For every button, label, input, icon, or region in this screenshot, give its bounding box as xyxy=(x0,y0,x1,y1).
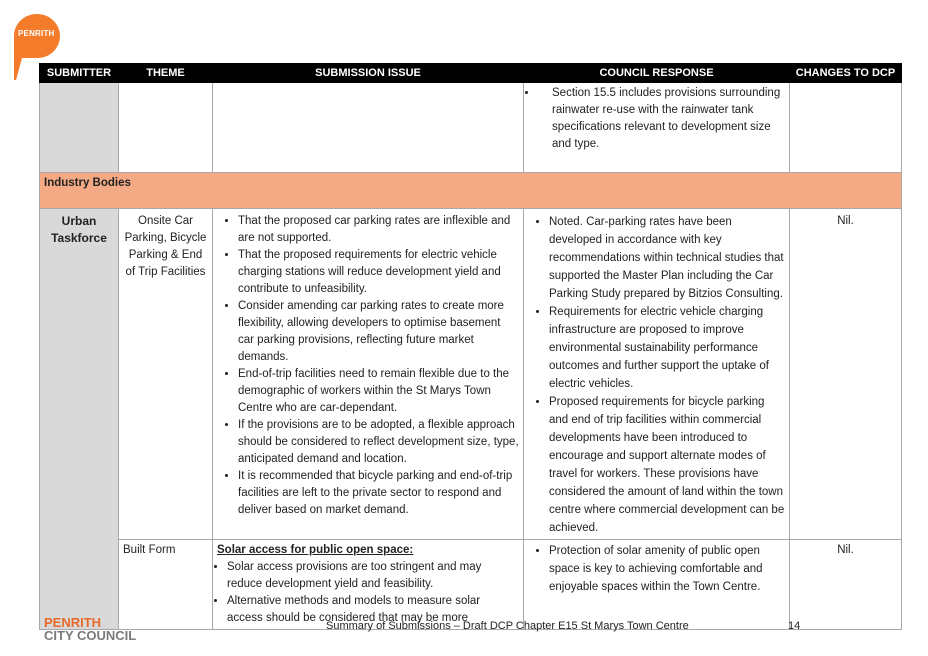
logo-text: PENRITH xyxy=(18,29,55,38)
issue-cell xyxy=(213,83,524,173)
response-list xyxy=(528,85,785,153)
response-cell xyxy=(524,540,790,630)
table-row xyxy=(40,83,902,173)
list-item: • Consider amending car parking rates to create more flexibility, allowing developers to optimise basement car parking provisions, reflecting future market demands. xyxy=(238,298,519,366)
list-item: • Proposed requirements for bicycle parking and end of trip facilities within commercial developments have been introduced to encourage and support alternate modes of travel for workers. These provisions have considered the amount of land within the town centre where commercial development can be achieved. xyxy=(549,393,785,537)
theme-cell xyxy=(119,83,213,173)
submitter-cell: Urban Taskforce xyxy=(40,209,119,630)
footer-logo-line2: CITY COUNCIL xyxy=(44,628,137,643)
table-row xyxy=(40,540,902,630)
response-list xyxy=(528,213,785,537)
header-row xyxy=(40,64,902,83)
theme-cell: Onsite Car Parking, Bicycle Parking & End of Trip Facilities xyxy=(119,209,213,540)
issue-cell xyxy=(213,540,524,630)
theme-cell: Built Form xyxy=(119,540,213,630)
section-row xyxy=(40,173,902,209)
header-submission-issue: SUBMISSION ISSUE xyxy=(213,64,524,83)
list-item: • Protection of solar amenity of public open space is key to achieving comfortable and enjoyable spaces within the Town Centre. xyxy=(549,542,785,596)
changes-cell xyxy=(790,83,902,173)
list-item: • Requirements for electric vehicle charging infrastructure are proposed to improve environmental sustainability performance outcomes and further support the uptake of electric vehicles. xyxy=(549,303,785,393)
header-council-response: COUNCIL RESPONSE xyxy=(524,64,790,83)
changes-cell: Nil. xyxy=(790,540,902,630)
footer-logo xyxy=(44,616,136,642)
list-item: • Alternative methods and models to measure solar access should be considered that may be more xyxy=(227,593,519,627)
response-list xyxy=(528,542,785,596)
list-item: • Noted. Car-parking rates have been developed in accordance with key recommendations within technical studies that supported the Master Plan including the Car Parking Study prepared by Bitzios Consulting. xyxy=(549,213,785,303)
list-item: • End-of-trip facilities need to remain flexible due to the demographic of workers within the St Marys Town Centre who are car-dependant. xyxy=(238,366,519,417)
response-cell xyxy=(524,209,790,540)
list-item: • It is recommended that bicycle parking and end-of-trip facilities are left to the private sector to respond and deliver based on market demand. xyxy=(238,468,519,519)
submissions-table xyxy=(39,63,902,630)
header-theme: THEME xyxy=(119,64,213,83)
changes-cell: Nil. xyxy=(790,209,902,540)
list-item: • Solar access provisions are too stringent and may reduce development yield and feasibility. xyxy=(227,559,519,593)
issue-list xyxy=(217,213,519,519)
list-item: • That the proposed requirements for electric vehicle charging stations will reduce development yield and contribute to unfeasibility. xyxy=(238,247,519,298)
page-number: 14 xyxy=(788,620,801,632)
submitter-cell xyxy=(40,83,119,173)
table-row xyxy=(40,209,902,540)
list-item: • Section 15.5 includes provisions surrounding rainwater re-use with the rainwater tank specifications relevant to development size and type. xyxy=(538,85,785,153)
header-changes-to-dcp: CHANGES TO DCP xyxy=(790,64,902,83)
issue-cell xyxy=(213,209,524,540)
footer-logo-line1: PENRITH xyxy=(44,615,102,630)
header-submitter: SUBMITTER xyxy=(40,64,119,83)
list-item: • That the proposed car parking rates are inflexible and are not supported. xyxy=(238,213,519,247)
issue-title: Solar access for public open space: xyxy=(217,544,414,556)
section-title: Industry Bodies xyxy=(40,173,902,209)
footer-title: Summary of Submissions – Draft DCP Chapter E15 St Marys Town Centre xyxy=(326,620,689,632)
response-cell xyxy=(524,83,790,173)
list-item: • If the provisions are to be adopted, a flexible approach should be considered to reflect development size, type, anticipated demand and location. xyxy=(238,417,519,468)
issue-list xyxy=(217,559,519,627)
